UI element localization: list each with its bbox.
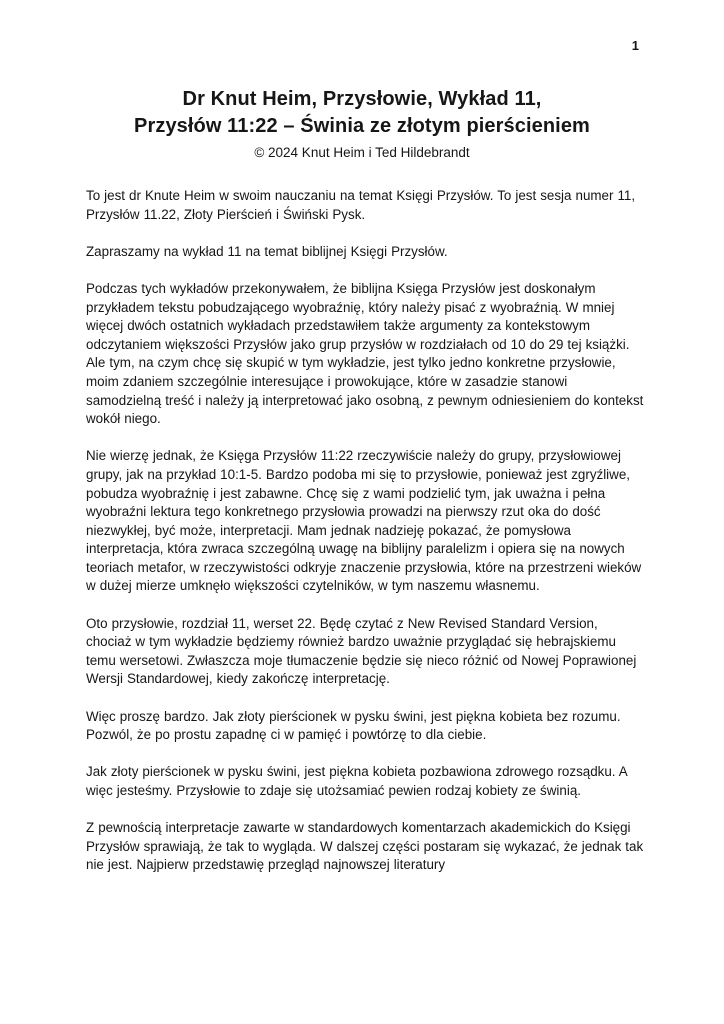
- paragraph: Nie wierzę jednak, że Księga Przysłów 11:22 rzeczywiście należy do grupy, przysłowiowej grupy, jak na przykład 10:1-5. Bardzo podoba mi się to przysłowie, ponieważ jest zgryźliwe, pobudza wyobraźnię i jest zabawne. Chcę się z wami podzielić tym, jak uważna i pełna wyobraźni lektura tego konkretnego przysłowia prowadzi na pierwszy rzut oka do dość niezwykłej, być może, interpretacji. Mam jednak nadzieję pokazać, że pomysłowa interpretacja, która zwraca szczególną uwagę na biblijny paralelizm i opiera się na nowych teoriach metafor, w rzeczywistości odkryje znaczenie przysłowia, które na przestrzeni wieków w dużej mierze umknęło większości czytelników, w tym naszemu własnemu.: [86, 448, 642, 594]
- document-header: [0, 86, 724, 162]
- paragraph: Zapraszamy na wykład 11 na temat biblijnej Księgi Przysłów.: [86, 243, 448, 259]
- document-body: [86, 187, 644, 875]
- copyright-line: © 2024 Knut Heim i Ted Hildebrandt: [254, 145, 470, 160]
- page-number: 1: [631, 38, 639, 53]
- paragraph: Więc proszę bardzo. Jak złoty pierścionek w pysku świni, jest piękna kobieta bez rozumu. Pozwól, że po prostu zapadnę ci w pamięć i powtórzę to dla ciebie.: [86, 708, 621, 743]
- paragraph: Podczas tych wykładów przekonywałem, że biblijna Księga Przysłów jest doskonałym przykładem tekstu pobudzającego wyobraźnię, który należy pisać z wyobraźnią. W mniej więcej dwóch ostatnich wykładach przedstawiłem także argumenty za kontekstowym odczytaniem większości Przysłów jako grup przysłów w rozdziałach od 10 do 29 tej książki. Ale tym, na czym chcę się skupić w tym wykładzie, jest tylko jedno konkretne przysłowie, moim zdaniem szczególnie interesujące i prowokujące, które w zasadzie stanowi samodzielną treść i należy ją interpretować jako osobną, z pewnym odniesieniem do kontekst wokół niego.: [86, 280, 644, 427]
- paragraph: To jest dr Knute Heim w swoim nauczaniu na temat Księgi Przysłów. To jest sesja numer 11, Przysłów 11.22, Złoty Pierścień i Świński Pysk.: [86, 188, 636, 222]
- document-title-line-1: Dr Knut Heim, Przysłowie, Wykład 11,: [182, 88, 542, 110]
- paragraph: Jak złoty pierścionek w pysku świni, jest piękna kobieta pozbawiona zdrowego rozsądku. A więc jesteśmy. Przysłowie to zdaje się utożsamiać pewien rodzaj kobiety ze świnią.: [86, 764, 627, 798]
- paragraph: Z pewnością interpretacje zawarte w standardowych komentarzach akademickich do Księgi Przysłów sprawiają, że tak to wygląda. W dalszej części postaram się wykazać, że jednak tak nie jest. Najpierw przedstawię przegląd najnowszej literatury: [86, 820, 644, 873]
- paragraph: Oto przysłowie, rozdział 11, werset 22. Będę czytać z New Revised Standard Version, chociaż w tym wykładzie będziemy również bardzo uważnie przyglądać się hebrajskiemu temu wersetowi. Zwłaszcza moje tłumaczenie będzie się nieco różnić od Nowej Poprawionej Wersji Standardowej, kiedy zakończę interpretację.: [86, 615, 637, 687]
- document-title-line-2: Przysłów 11:22 – Świnia ze złotym pierścieniem: [134, 115, 590, 137]
